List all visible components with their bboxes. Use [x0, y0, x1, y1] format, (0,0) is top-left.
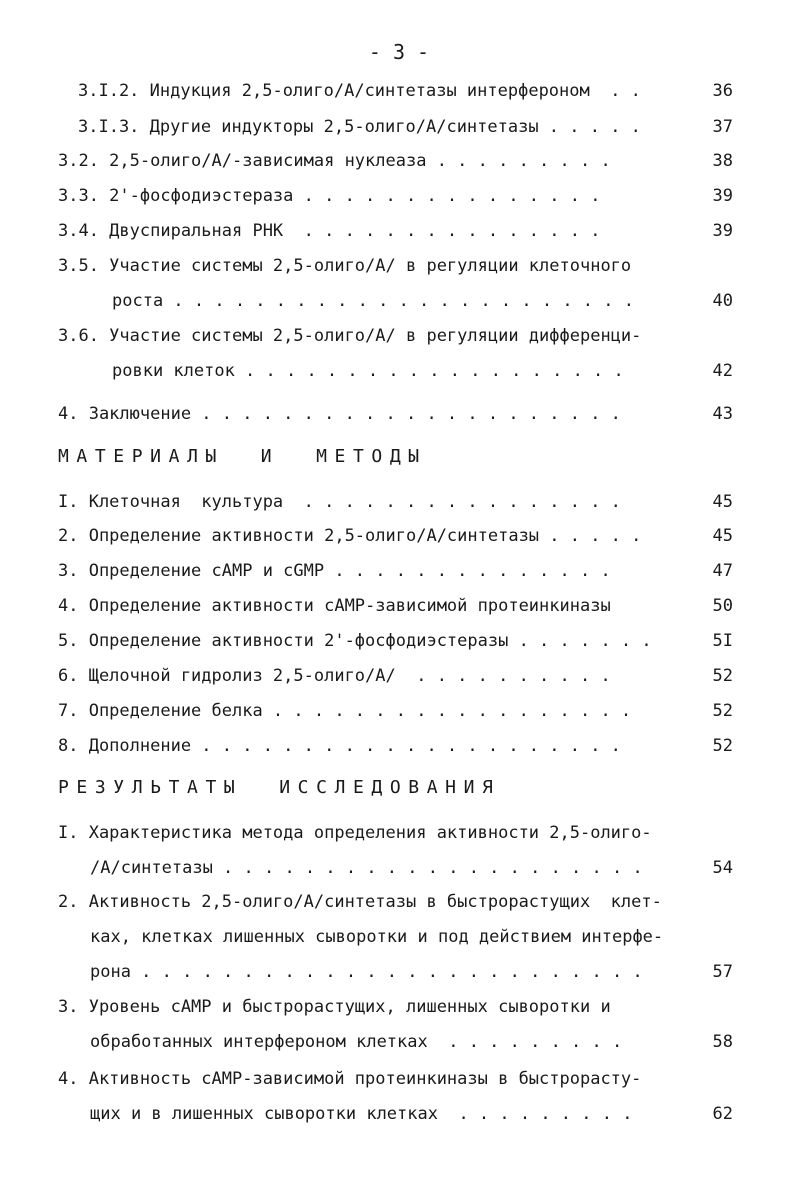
materials-page: 52	[712, 666, 733, 686]
toc-line: 3.I.2. Индукция 2,5-олиго/A/синтетазы интерфероном . .	[78, 81, 641, 101]
toc-line: 4. Заключение . . . . . . . . . . . . . . . . . . . . .	[58, 404, 621, 424]
toc-page: 39	[712, 221, 733, 241]
results-line: щих и в лишенных сыворотки клетках . . . . . . . . .	[90, 1104, 633, 1124]
toc-page: 36	[712, 81, 733, 101]
materials-page: 45	[712, 492, 733, 512]
results-line: ках, клетках лишенных сыворотки и под действием интерфе-	[90, 927, 664, 947]
results-line: рона . . . . . . . . . . . . . . . . . . . . . . . . .	[90, 962, 643, 982]
results-line: 2. Активность 2,5-олиго/A/синтетазы в быстрорастущих клет-	[58, 892, 662, 912]
section-heading-results: РЕЗУЛЬТАТЫ ИССЛЕДОВАНИЯ	[58, 777, 501, 798]
page-number: - 3 -	[368, 40, 430, 64]
results-page: 58	[712, 1032, 733, 1052]
toc-page: 42	[712, 361, 733, 381]
toc-page: 38	[712, 151, 733, 171]
toc-page: 43	[712, 404, 733, 424]
materials-line: 7. Определение белка . . . . . . . . . . . . . . . . . .	[58, 701, 632, 721]
results-page: 54	[712, 858, 733, 878]
materials-page: 52	[712, 736, 733, 756]
materials-line: 2. Определение активности 2,5-олиго/A/синтетазы . . . . .	[58, 526, 642, 546]
toc-line: 3.4. Двуспиральная РНК . . . . . . . . . . . . . . .	[58, 221, 601, 241]
materials-page: 5I	[712, 631, 733, 651]
materials-line: 6. Щелочной гидролиз 2,5-олиго/A/ . . . . . . . . . .	[58, 666, 611, 686]
toc-page: 40	[712, 291, 733, 311]
materials-line: 8. Дополнение . . . . . . . . . . . . . . . . . . . . .	[58, 736, 621, 756]
toc-line: 3.2. 2,5-олиго/A/-зависимая нуклеаза . . . . . . . . .	[58, 151, 611, 171]
results-line: I. Характеристика метода определения активности 2,5-олиго-	[58, 823, 652, 843]
section-heading-materials: МАТЕРИАЛЫ И МЕТОДЫ	[58, 446, 427, 467]
materials-page: 50	[712, 596, 733, 616]
materials-line: 4. Определение активности cAMP-зависимой протеинкиназы	[58, 596, 611, 616]
results-line: 4. Активность cAMP-зависимой протеинкиназы в быстрорасту-	[58, 1069, 642, 1089]
materials-line: 5. Определение активности 2'-фосфодиэстеразы . . . . . . .	[58, 631, 652, 651]
materials-page: 52	[712, 701, 733, 721]
toc-line: 3.6. Участие системы 2,5-олиго/A/ в регуляции дифференци-	[58, 326, 642, 346]
materials-line: 3. Определение cAMP и cGMP . . . . . . . . . . . . . .	[58, 561, 611, 581]
materials-line: I. Клеточная культура . . . . . . . . . . . . . . . .	[58, 492, 621, 512]
materials-page: 45	[712, 526, 733, 546]
materials-page: 47	[712, 561, 733, 581]
results-line: обработанных интерфероном клетках . . . . . . . . .	[90, 1032, 623, 1052]
results-page: 57	[712, 962, 733, 982]
toc-page: 39	[712, 186, 733, 206]
toc-page: 37	[712, 117, 733, 137]
toc-line: 3.3. 2'-фосфодиэстераза . . . . . . . . . . . . . . .	[58, 186, 601, 206]
toc-line: 3.5. Участие системы 2,5-олиго/A/ в регуляции клеточного	[58, 256, 632, 276]
results-line: 3. Уровень cAMP и быстрорастущих, лишенных сыворотки и	[58, 997, 611, 1017]
results-page: 62	[712, 1104, 733, 1124]
toc-line: ровки клеток . . . . . . . . . . . . . . . . . . .	[112, 361, 624, 381]
toc-line: роста . . . . . . . . . . . . . . . . . . . . . . .	[112, 291, 634, 311]
results-line: /A/синтетазы . . . . . . . . . . . . . . . . . . . . .	[90, 858, 643, 878]
toc-line: 3.I.3. Другие индукторы 2,5-олиго/A/синтетазы . . . . .	[78, 117, 641, 137]
